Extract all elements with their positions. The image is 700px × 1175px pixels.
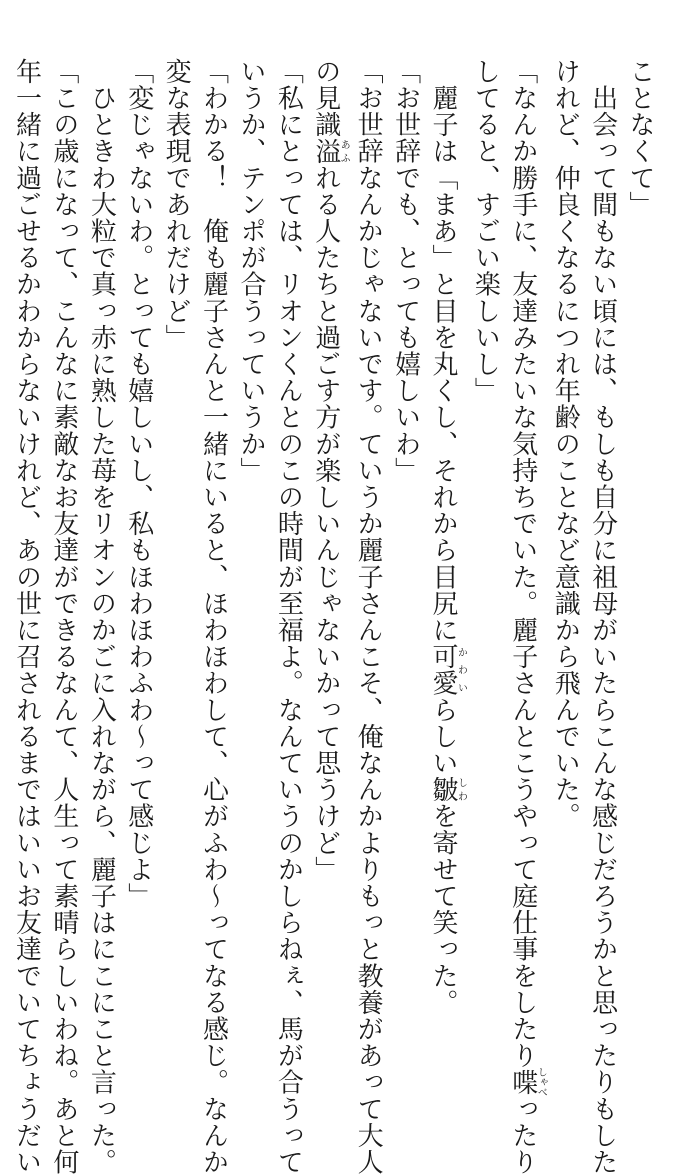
ruby-base: 可愛 (427, 643, 458, 697)
ruby-reading: あふ (338, 137, 350, 165)
text-segment: 麗子は「まあ」と目を丸くし、それから目尻に (427, 58, 458, 644)
text-line-2: 出会って間もない頃には、もしも自分に祖母がいたらこんな感じだろうかと思ったりもした (587, 58, 618, 1175)
text-line-1: ことなくて」 (625, 58, 655, 218)
text-segment: らしい (427, 696, 458, 777)
text-segment: ったり (507, 1095, 538, 1175)
text-line-5: してると、すごい楽しいし」 (470, 58, 501, 404)
ruby-reading: かわい (455, 643, 467, 697)
text-line-4 (503, 58, 547, 1175)
text-line-12: 「わかる！ 俺も麗子さんと一緒にいると、ほわほわして、心がふわ～ってなる感じ。なんか (198, 58, 229, 1175)
text-line-16: 「この歳になって、こんなに素敵なお友達ができるなんて、人生って素晴らしいわね。あと何 (48, 58, 79, 1175)
ruby-shiwa (427, 776, 467, 803)
text-line-6 (424, 58, 467, 1016)
vertical-text-body (11, 58, 658, 1175)
ruby-base: 溢 (310, 137, 341, 165)
ruby-kawaii (427, 643, 467, 697)
text-line-17: 年一緒に過ごせるかわからないけれど、あの世に召されるまではいいお友達でいてちょうだい (11, 58, 42, 1175)
text-line-10: 「私にとっては、リオンくんとのこの時間が至福よ。なんていうのかしらねぇ、馬が合うって (273, 58, 304, 1175)
text-segment: の見識 (310, 58, 341, 138)
text-line-14: 「変じゃないわ。とっても嬉しいし、私もほわほわふわ～って感じよ」 (123, 58, 154, 910)
ruby-reading: しゃべ (535, 1067, 547, 1098)
text-line-3: けれど、仲良くなるにつれ年齢のことなど意識から飛んでいた。 (550, 58, 581, 830)
ruby-afureru (310, 137, 350, 165)
ruby-base: 皺 (427, 776, 458, 803)
text-segment: れる人たちと過ごす方が楽しいんじゃないかって思うけど」 (310, 164, 341, 883)
text-line-8: 「お世辞なんかじゃないです。ていうか麗子さんこそ、俺なんかよりもっと教養があって大人 (353, 58, 384, 1175)
text-line-9 (306, 58, 348, 958)
ruby-reading: しわ (455, 776, 467, 803)
text-segment: を寄せて笑った。 (427, 802, 458, 1016)
ruby-base: 喋 (507, 1067, 538, 1098)
ruby-shaberu (507, 1067, 547, 1098)
text-line-15: ひときわ大粒で真っ赤に熟した苺をリオンのかごに入れながら、麗子はにこにこと言った。 (86, 58, 117, 1175)
text-line-13: 変な表現であれだけど」 (161, 58, 192, 351)
text-line-11: いうか、テンポが合うっていうか」 (235, 58, 266, 484)
text-line-7: 「お世辞でも、とっても嬉しいわ」 (390, 58, 421, 484)
text-segment: 「なんか勝手に、友達みたいな気持ちでいた。麗子さんとこうやって庭仕事をしたり (507, 58, 538, 1069)
